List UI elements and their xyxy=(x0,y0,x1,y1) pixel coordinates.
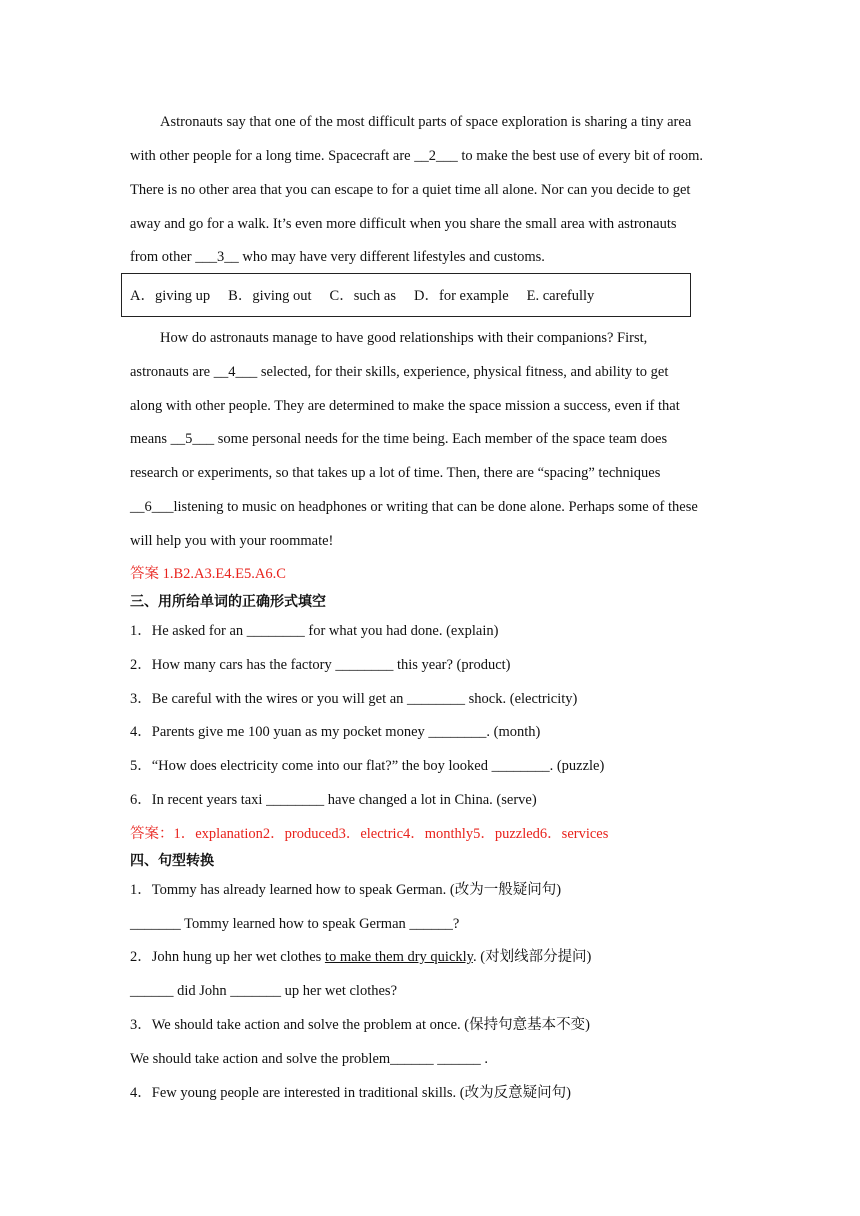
section4-q2-underlined: to make them dry quickly xyxy=(324,949,473,965)
passage2-line-7: will help you with your roommate! xyxy=(130,533,334,549)
section4-q2-blank: ______ did John _______ up her wet clothes? xyxy=(130,983,398,999)
section3-heading: 三、用所给单词的正确形式填空 xyxy=(130,594,326,610)
passage1-line-5: from other ___3__ who may have very different lifestyles and customs. xyxy=(130,249,545,265)
section4-q3-blank: We should take action and solve the problem______ ______ . xyxy=(130,1051,489,1067)
section4-q1-blank: _______ Tommy learned how to speak German ______? xyxy=(130,916,460,932)
section4-q1: 1．Tommy has already learned how to speak German. (改为一般疑问句) xyxy=(130,882,562,898)
section4-q4: 4．Few young people are interested in traditional skills. (改为反意疑问句) xyxy=(130,1085,571,1101)
passage2-line-2: astronauts are __4___ selected, for their skills, experience, physical fitness, and ability to get xyxy=(130,364,669,380)
section4-q2-post: . (对划线部分提问) xyxy=(472,949,592,965)
section4-q2 xyxy=(130,947,591,967)
passage2-line-1: How do astronauts manage to have good relationships with their companions? First, xyxy=(160,330,648,346)
option-a: A．giving up xyxy=(130,288,211,304)
passage2-line-4: means __5___ some personal needs for the time being. Each member of the space team does xyxy=(130,431,668,447)
section3-item-3: 3．Be careful with the wires or you will get an ________ shock. (electricity) xyxy=(130,691,578,707)
option-b: B．giving out xyxy=(228,288,312,304)
passage1-line-1: Astronauts say that one of the most difficult parts of space exploration is sharing a tiny area xyxy=(160,114,692,130)
options-box xyxy=(121,273,691,317)
passage1-line-2: with other people for a long time. Spacecraft are __2___ to make the best use of every bit of room. xyxy=(130,148,703,164)
passage2-line-3: along with other people. They are determined to make the space mission a success, even if that xyxy=(130,398,680,414)
section3-item-4: 4．Parents give me 100 yuan as my pocket money ________. (month) xyxy=(130,724,541,740)
passage1-line-4: away and go for a walk. It’s even more difficult when you share the small area with astronauts xyxy=(130,216,677,232)
option-c: C．such as xyxy=(329,288,397,304)
section3-item-2: 2．How many cars has the factory ________ this year? (product) xyxy=(130,657,511,673)
section4-q3: 3．We should take action and solve the problem at once. (保持句意基本不变) xyxy=(130,1017,590,1033)
passage2-line-6: __6___listening to music on headphones or writing that can be done alone. Perhaps some of these xyxy=(130,499,698,515)
options-row xyxy=(130,286,612,306)
option-e: E. carefully xyxy=(526,288,595,304)
section3-item-6: 6．In recent years taxi ________ have changed a lot in China. (serve) xyxy=(130,792,537,808)
answer-key-1: 答案 1.B2.A3.E4.E5.A6.C xyxy=(130,566,286,582)
section4-q2-pre: 2．John hung up her wet clothes xyxy=(130,949,325,965)
passage2-line-5: research or experiments, so that takes up a lot of time. Then, there are “spacing” techniques xyxy=(130,465,661,481)
passage1-line-3: There is no other area that you can escape to for a quiet time all alone. Nor can you decide to get xyxy=(130,182,691,198)
answer-key-2: 答案：1．explanation2．produced3．electric4．monthly5．puzzled6．services xyxy=(130,826,609,842)
section3-item-1: 1．He asked for an ________ for what you had done. (explain) xyxy=(130,623,499,639)
section3-item-5: 5．“How does electricity come into our flat?” the boy looked ________. (puzzle) xyxy=(130,758,605,774)
option-d: D．for example xyxy=(414,288,509,304)
section4-heading: 四、句型转换 xyxy=(130,853,214,869)
